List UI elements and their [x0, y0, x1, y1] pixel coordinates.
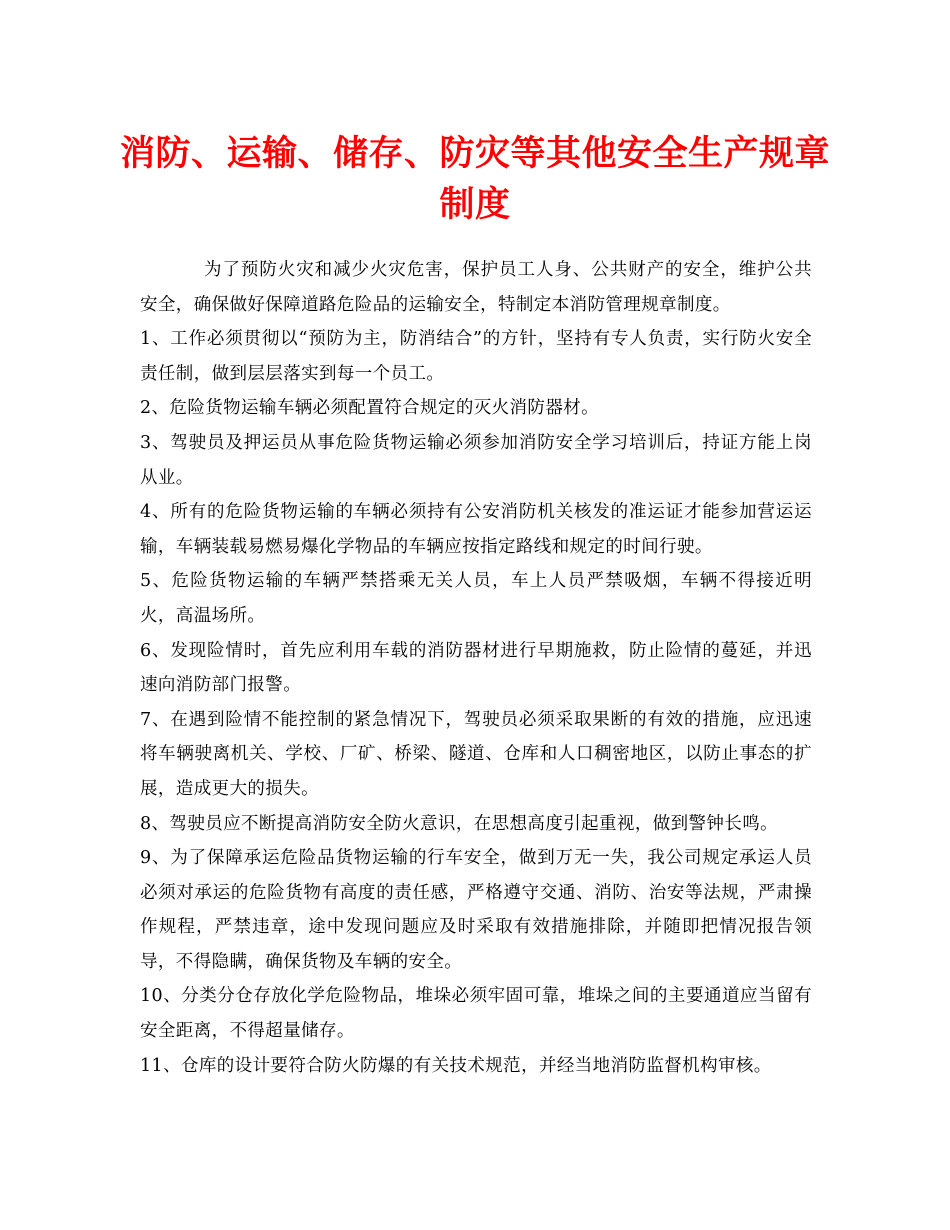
rule-item-5: 5、危险货物运输的车辆严禁搭乘无关人员，车上人员严禁吸烟，车辆不得接近明火，高温场所。	[140, 571, 812, 626]
rule-item-3: 3、驾驶员及押运员从事危险货物运输必须参加消防安全学习培训后，持证方能上岗从业。	[140, 432, 812, 488]
intro-paragraph: 为了预防火灾和减少火灾危害，保护员工人身、公共财产的安全，维护公共安全，确保做好保障道路危险品的运输安全，特制定本消防管理规章制度。	[140, 260, 812, 315]
rule-item-7: 7、在遇到险情不能控制的紧急情况下，驾驶员必须采取果断的有效的措施，应迅速将车辆驶离机关、学校、厂矿、桥梁、隧道、仓库和人口稠密地区，以防止事态的扩展，造成更大的损失。	[140, 709, 812, 799]
rule-item-1: 1、工作必须贯彻以“预防为主，防消结合”的方针，坚持有专人负责，实行防火安全责任制，做到层层落实到每一个员工。	[140, 329, 812, 384]
rule-item-8: 8、驾驶员应不断提高消防安全防火意识，在思想高度引起重视，做到警钟长鸣。	[140, 813, 779, 834]
rule-item-2: 2、危险货物运输车辆必须配置符合规定的灭火消防器材。	[140, 398, 600, 419]
rule-item-10: 10、分类分仓存放化学危险物品，堆垛必须牢固可靠，堆垛之间的主要通道应当留有安全距离，不得超量储存。	[140, 986, 812, 1042]
document-body	[140, 253, 812, 1083]
rule-item-4: 4、所有的危险货物运输的车辆必须持有公安消防机关核发的准运证才能参加营运运输，车辆装载易燃易爆化学物品的车辆应按指定路线和规定的时间行驶。	[140, 502, 812, 557]
rule-item-11: 11、仓库的设计要符合防火防爆的有关技术规范，并经当地消防监督机构审核。	[140, 1055, 772, 1076]
rule-item-6: 6、发现险情时，首先应利用车载的消防器材进行早期施救，防止险情的蔓延，并迅速向消防部门报警。	[140, 640, 812, 696]
document-title: 消防、运输、储存、防灾等其他安全生产规章制度	[120, 133, 831, 225]
rule-item-9: 9、为了保障承运危险品货物运输的行车安全，做到万无一失，我公司规定承运人员必须对承运的危险货物有高度的责任感，严格遵守交通、消防、治安等法规，严肃操作规程，严禁违章，途中发现问题应及时采取有效措施排除，并随即把情况报告领导，不得隐瞒，确保货物及车辆的安全。	[140, 848, 812, 972]
